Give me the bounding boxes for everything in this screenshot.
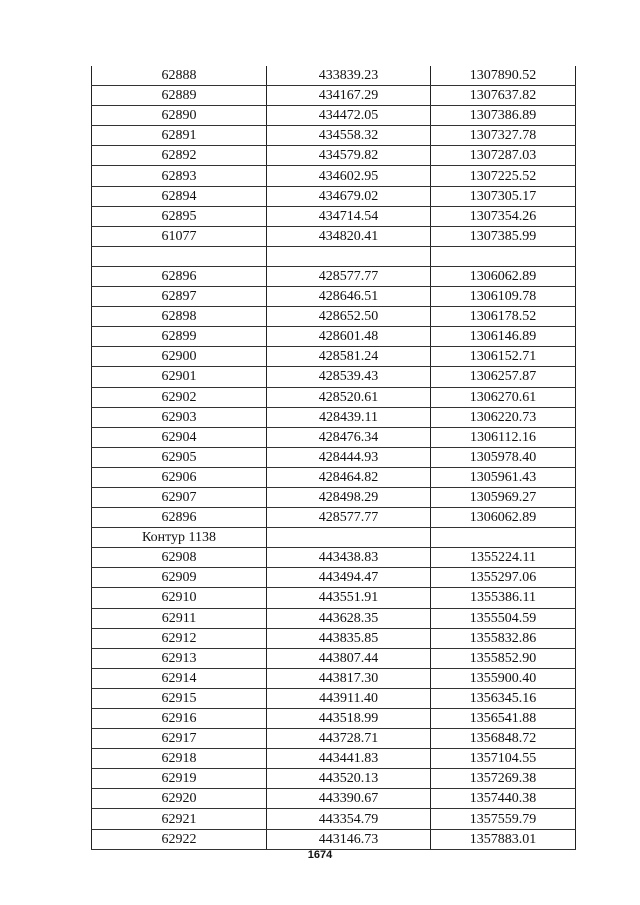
point-number-cell: 62903 — [92, 407, 267, 427]
y-coordinate-cell: 1307225.52 — [431, 166, 576, 186]
y-coordinate-cell: 1355900.40 — [431, 668, 576, 688]
point-number-cell: 62909 — [92, 568, 267, 588]
table-row — [92, 709, 576, 729]
table-row — [92, 508, 576, 528]
point-number-cell: 62899 — [92, 327, 267, 347]
x-coordinate-cell: 428539.43 — [267, 367, 431, 387]
table-row — [92, 246, 576, 266]
point-number-cell: 62907 — [92, 487, 267, 507]
y-coordinate-cell — [431, 528, 576, 548]
y-coordinate-cell: 1306257.87 — [431, 367, 576, 387]
x-coordinate-cell: 428439.11 — [267, 407, 431, 427]
y-coordinate-cell: 1356345.16 — [431, 688, 576, 708]
table-row — [92, 86, 576, 106]
point-number-cell: 62896 — [92, 266, 267, 286]
y-coordinate-cell: 1306152.71 — [431, 347, 576, 367]
table-row — [92, 628, 576, 648]
point-number-cell: 62922 — [92, 829, 267, 849]
point-number-cell: 62905 — [92, 447, 267, 467]
x-coordinate-cell: 443911.40 — [267, 688, 431, 708]
y-coordinate-cell: 1355224.11 — [431, 548, 576, 568]
x-coordinate-cell: 443551.91 — [267, 588, 431, 608]
table-row — [92, 307, 576, 327]
y-coordinate-cell: 1355297.06 — [431, 568, 576, 588]
point-number-cell: 62918 — [92, 749, 267, 769]
coordinates-table — [91, 66, 576, 850]
table-row — [92, 829, 576, 849]
x-coordinate-cell: 443728.71 — [267, 729, 431, 749]
table-row — [92, 467, 576, 487]
y-coordinate-cell: 1357440.38 — [431, 789, 576, 809]
x-coordinate-cell: 443835.85 — [267, 628, 431, 648]
table-row — [92, 668, 576, 688]
x-coordinate-cell: 443390.67 — [267, 789, 431, 809]
y-coordinate-cell: 1357883.01 — [431, 829, 576, 849]
table-row — [92, 226, 576, 246]
table-row — [92, 487, 576, 507]
table-row — [92, 447, 576, 467]
y-coordinate-cell: 1307386.89 — [431, 106, 576, 126]
point-number-cell — [92, 246, 267, 266]
y-coordinate-cell: 1357269.38 — [431, 769, 576, 789]
point-number-cell: 62896 — [92, 508, 267, 528]
table-row — [92, 769, 576, 789]
table-row — [92, 809, 576, 829]
point-number-cell: 62915 — [92, 688, 267, 708]
y-coordinate-cell: 1307287.03 — [431, 146, 576, 166]
coordinates-table-body — [92, 66, 576, 849]
table-row — [92, 367, 576, 387]
x-coordinate-cell: 428581.24 — [267, 347, 431, 367]
y-coordinate-cell: 1305961.43 — [431, 467, 576, 487]
point-number-cell: 62906 — [92, 467, 267, 487]
table-row — [92, 729, 576, 749]
x-coordinate-cell — [267, 528, 431, 548]
point-number-cell: 62916 — [92, 709, 267, 729]
table-row — [92, 287, 576, 307]
x-coordinate-cell: 443817.30 — [267, 668, 431, 688]
x-coordinate-cell: 434167.29 — [267, 86, 431, 106]
x-coordinate-cell — [267, 246, 431, 266]
table-row — [92, 387, 576, 407]
point-number-cell: 62921 — [92, 809, 267, 829]
x-coordinate-cell: 434472.05 — [267, 106, 431, 126]
y-coordinate-cell: 1306062.89 — [431, 508, 576, 528]
point-number-cell: 62888 — [92, 66, 267, 86]
point-number-cell: 62902 — [92, 387, 267, 407]
table-row — [92, 66, 576, 86]
y-coordinate-cell: 1357104.55 — [431, 749, 576, 769]
x-coordinate-cell: 434714.54 — [267, 206, 431, 226]
point-number-cell: 62912 — [92, 628, 267, 648]
point-number-cell: 62910 — [92, 588, 267, 608]
point-number-cell: 62913 — [92, 648, 267, 668]
point-number-cell: 62911 — [92, 608, 267, 628]
point-number-cell: Контур 1138 — [92, 528, 267, 548]
point-number-cell: 62890 — [92, 106, 267, 126]
x-coordinate-cell: 434579.82 — [267, 146, 431, 166]
y-coordinate-cell: 1355386.11 — [431, 588, 576, 608]
y-coordinate-cell: 1306270.61 — [431, 387, 576, 407]
table-row — [92, 789, 576, 809]
x-coordinate-cell: 443520.13 — [267, 769, 431, 789]
y-coordinate-cell: 1355852.90 — [431, 648, 576, 668]
y-coordinate-cell: 1306220.73 — [431, 407, 576, 427]
table-row — [92, 608, 576, 628]
point-number-cell: 62914 — [92, 668, 267, 688]
x-coordinate-cell: 428652.50 — [267, 307, 431, 327]
y-coordinate-cell: 1307385.99 — [431, 226, 576, 246]
y-coordinate-cell: 1356848.72 — [431, 729, 576, 749]
x-coordinate-cell: 428577.77 — [267, 508, 431, 528]
x-coordinate-cell: 434820.41 — [267, 226, 431, 246]
point-number-cell: 62919 — [92, 769, 267, 789]
x-coordinate-cell: 443807.44 — [267, 648, 431, 668]
point-number-cell: 62893 — [92, 166, 267, 186]
point-number-cell: 62895 — [92, 206, 267, 226]
table-row — [92, 648, 576, 668]
x-coordinate-cell: 443438.83 — [267, 548, 431, 568]
y-coordinate-cell — [431, 246, 576, 266]
point-number-cell: 62908 — [92, 548, 267, 568]
y-coordinate-cell: 1356541.88 — [431, 709, 576, 729]
x-coordinate-cell: 428646.51 — [267, 287, 431, 307]
table-row — [92, 347, 576, 367]
x-coordinate-cell: 443628.35 — [267, 608, 431, 628]
point-number-cell: 62917 — [92, 729, 267, 749]
x-coordinate-cell: 428444.93 — [267, 447, 431, 467]
y-coordinate-cell: 1307305.17 — [431, 186, 576, 206]
point-number-cell: 62891 — [92, 126, 267, 146]
y-coordinate-cell: 1305969.27 — [431, 487, 576, 507]
x-coordinate-cell: 443494.47 — [267, 568, 431, 588]
point-number-cell: 62900 — [92, 347, 267, 367]
table-row — [92, 206, 576, 226]
y-coordinate-cell: 1307354.26 — [431, 206, 576, 226]
y-coordinate-cell: 1307637.82 — [431, 86, 576, 106]
table-row — [92, 266, 576, 286]
y-coordinate-cell: 1355504.59 — [431, 608, 576, 628]
y-coordinate-cell: 1306146.89 — [431, 327, 576, 347]
point-number-cell: 62892 — [92, 146, 267, 166]
y-coordinate-cell: 1306178.52 — [431, 307, 576, 327]
y-coordinate-cell: 1306062.89 — [431, 266, 576, 286]
x-coordinate-cell: 443354.79 — [267, 809, 431, 829]
table-row — [92, 106, 576, 126]
point-number-cell: 62897 — [92, 287, 267, 307]
point-number-cell: 62904 — [92, 427, 267, 447]
x-coordinate-cell: 443441.83 — [267, 749, 431, 769]
table-row — [92, 688, 576, 708]
table-row — [92, 166, 576, 186]
y-coordinate-cell: 1306109.78 — [431, 287, 576, 307]
x-coordinate-cell: 428476.34 — [267, 427, 431, 447]
point-number-cell: 62898 — [92, 307, 267, 327]
y-coordinate-cell: 1307890.52 — [431, 66, 576, 86]
point-number-cell: 62901 — [92, 367, 267, 387]
table-row — [92, 407, 576, 427]
x-coordinate-cell: 434679.02 — [267, 186, 431, 206]
point-number-cell: 61077 — [92, 226, 267, 246]
x-coordinate-cell: 428577.77 — [267, 266, 431, 286]
x-coordinate-cell: 434602.95 — [267, 166, 431, 186]
x-coordinate-cell: 443518.99 — [267, 709, 431, 729]
x-coordinate-cell: 428498.29 — [267, 487, 431, 507]
table-row — [92, 548, 576, 568]
x-coordinate-cell: 433839.23 — [267, 66, 431, 86]
x-coordinate-cell: 443146.73 — [267, 829, 431, 849]
table-row — [92, 427, 576, 447]
table-row — [92, 588, 576, 608]
table-row — [92, 146, 576, 166]
x-coordinate-cell: 428520.61 — [267, 387, 431, 407]
table-row — [92, 327, 576, 347]
point-number-cell: 62894 — [92, 186, 267, 206]
page-number: 1674 — [307, 849, 333, 861]
x-coordinate-cell: 428601.48 — [267, 327, 431, 347]
table-row — [92, 528, 576, 548]
point-number-cell: 62889 — [92, 86, 267, 106]
y-coordinate-cell: 1357559.79 — [431, 809, 576, 829]
y-coordinate-cell: 1306112.16 — [431, 427, 576, 447]
x-coordinate-cell: 428464.82 — [267, 467, 431, 487]
y-coordinate-cell: 1307327.78 — [431, 126, 576, 146]
table-row — [92, 186, 576, 206]
point-number-cell: 62920 — [92, 789, 267, 809]
table-row — [92, 568, 576, 588]
table-row — [92, 749, 576, 769]
y-coordinate-cell: 1305978.40 — [431, 447, 576, 467]
y-coordinate-cell: 1355832.86 — [431, 628, 576, 648]
x-coordinate-cell: 434558.32 — [267, 126, 431, 146]
table-row — [92, 126, 576, 146]
